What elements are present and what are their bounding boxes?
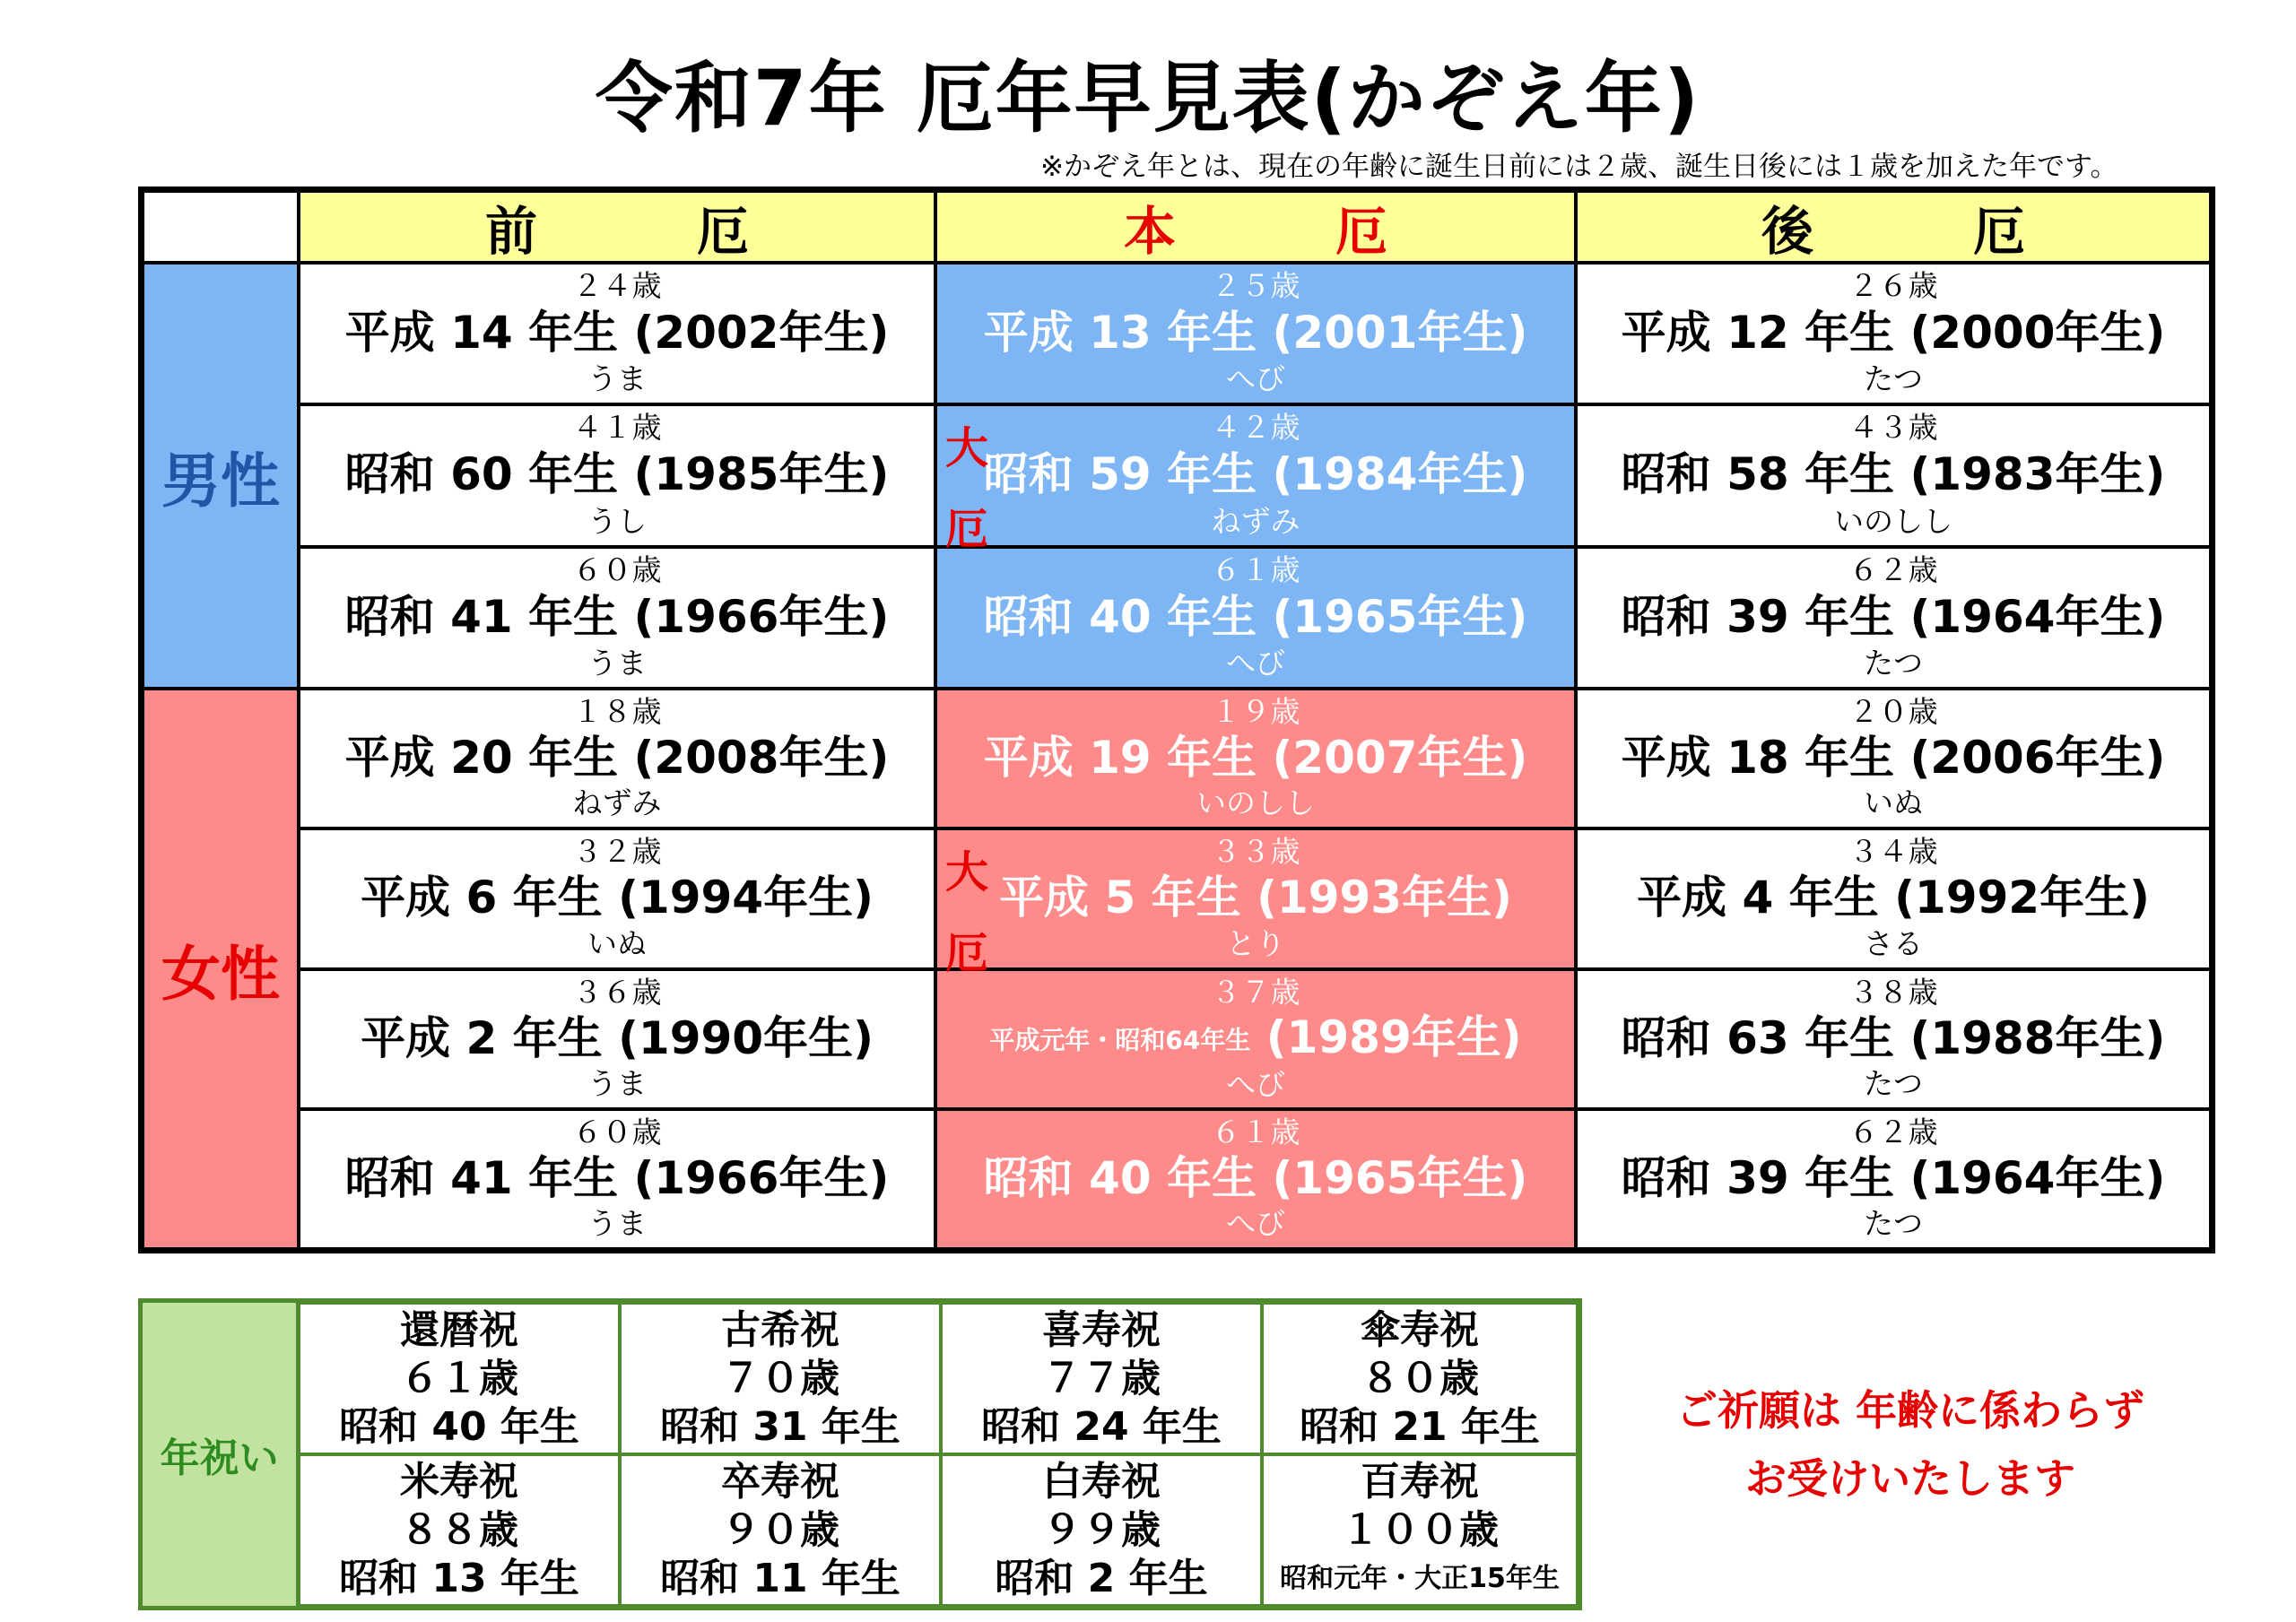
age-label: ３３歳 xyxy=(1211,834,1300,870)
celebration-label: 年祝い xyxy=(143,1303,299,1606)
page-title: 令和7年 厄年早見表(かぞえ年) xyxy=(595,54,1701,143)
celebration-year: 昭和 40 年生 xyxy=(339,1404,579,1450)
celebration-item xyxy=(1262,1454,1578,1606)
birth-year: 平成 20 年生 (2008年生) xyxy=(344,732,890,785)
celebration-year: 昭和元年・大正15年生 xyxy=(1280,1563,1560,1594)
birth-year: 昭和 60 年生 (1985年生) xyxy=(344,448,890,501)
age-label: ３２歳 xyxy=(572,834,662,870)
female-row-4-honyaku xyxy=(935,1109,1576,1249)
female-row-2-honyaku xyxy=(935,828,1576,968)
celebration-age: ７０歳 xyxy=(721,1356,839,1401)
age-label: ４１歳 xyxy=(572,410,662,446)
celebration-name: 卒寿祝 xyxy=(721,1459,839,1505)
celebration-name: 白寿祝 xyxy=(1042,1459,1161,1505)
header-zenyaku: 前 厄 xyxy=(299,191,935,263)
zodiac-sign: たつ xyxy=(1864,645,1923,681)
male-row-2-zenyaku xyxy=(299,404,935,546)
zodiac-sign: たつ xyxy=(1864,1065,1923,1101)
age-label: ３６歳 xyxy=(572,974,662,1010)
birth-year: 昭和 41 年生 (1966年生) xyxy=(344,590,890,643)
header-atoyaku: 後 厄 xyxy=(1576,191,2211,263)
female-row-2-atoyaku xyxy=(1576,828,2211,968)
female-row-1-zenyaku xyxy=(299,689,935,828)
prayer-note xyxy=(1605,1376,2215,1513)
male-row-3-zenyaku xyxy=(299,547,935,689)
celebration-age: ８０歳 xyxy=(1361,1356,1479,1401)
celebration-name: 百寿祝 xyxy=(1361,1459,1479,1505)
celebration-item xyxy=(620,1454,941,1606)
birth-year-western: (1989年生) xyxy=(1250,1010,1522,1063)
birth-year: 昭和 40 年生 (1965年生) xyxy=(983,1151,1528,1204)
header-honyaku: 本 厄 xyxy=(935,191,1576,263)
age-label: ３４歳 xyxy=(1848,834,1938,870)
celebration-table xyxy=(138,1298,1582,1610)
female-row-3-zenyaku xyxy=(299,969,935,1109)
birth-year xyxy=(989,1010,1521,1068)
zodiac-sign: うし xyxy=(587,503,647,539)
birth-year: 平成 5 年生 (1993年生) xyxy=(999,872,1512,924)
zodiac-sign: うま xyxy=(587,1206,647,1241)
celebration-item xyxy=(941,1303,1262,1454)
age-label: ４２歳 xyxy=(1211,410,1300,446)
age-label: ６２歳 xyxy=(1848,551,1938,587)
age-label: ４３歳 xyxy=(1848,410,1938,446)
male-row-1-zenyaku xyxy=(299,263,935,404)
gender-female: 女性 xyxy=(143,689,299,1249)
birth-year: 平成 13 年生 (2001年生) xyxy=(983,307,1528,360)
male-row-2-honyaku xyxy=(935,404,1576,546)
celebration-name: 傘寿祝 xyxy=(1361,1307,1479,1353)
birth-year-era: 平成元年・昭和64年生 xyxy=(989,1025,1251,1054)
celebration-year: 昭和 13 年生 xyxy=(339,1556,579,1601)
male-row-3-atoyaku xyxy=(1576,547,2211,689)
age-label: ６２歳 xyxy=(1848,1114,1938,1149)
taiyaku-male-label: 大 厄 xyxy=(944,423,988,555)
celebration-age: ９０歳 xyxy=(721,1507,839,1553)
birth-year: 平成 2 年生 (1990年生) xyxy=(361,1011,874,1064)
age-label: ３７歳 xyxy=(1211,974,1300,1010)
zodiac-sign: ねずみ xyxy=(572,785,662,821)
age-label: ２５歳 xyxy=(1211,268,1300,303)
celebration-name: 還暦祝 xyxy=(400,1307,518,1353)
celebration-name: 米寿祝 xyxy=(400,1459,518,1505)
age-label: ６０歳 xyxy=(572,1114,662,1149)
age-label: ２０歳 xyxy=(1848,694,1938,729)
birth-year: 昭和 39 年生 (1964年生) xyxy=(1621,1151,2166,1204)
celebration-item xyxy=(299,1454,620,1606)
celebration-age: １００歳 xyxy=(1341,1507,1499,1553)
female-row-2-zenyaku xyxy=(299,828,935,968)
age-label: ６１歳 xyxy=(1211,1114,1300,1149)
note-text: ※かぞえ年とは、現在の年齢に誕生日前には２歳、誕生日後には１歳を加えた年です。 xyxy=(1040,151,2118,183)
zodiac-sign: へび xyxy=(1226,645,1285,681)
age-label: ６０歳 xyxy=(572,551,662,587)
male-row-3-honyaku xyxy=(935,547,1576,689)
celebration-age: ６１歳 xyxy=(400,1356,518,1401)
birth-year: 平成 4 年生 (1992年生) xyxy=(1637,872,2150,924)
taiyaku-female-label: 大 厄 xyxy=(944,847,988,979)
zodiac-sign: いぬ xyxy=(1864,785,1923,821)
female-row-3-atoyaku xyxy=(1576,969,2211,1109)
celebration-item xyxy=(941,1454,1262,1606)
female-row-4-atoyaku xyxy=(1576,1109,2211,1249)
celebration-year: 昭和 31 年生 xyxy=(660,1404,900,1450)
age-label: ３８歳 xyxy=(1848,974,1938,1010)
zodiac-sign: ねずみ xyxy=(1211,503,1300,539)
zodiac-sign: へび xyxy=(1226,1206,1285,1241)
zodiac-sign: たつ xyxy=(1864,1206,1923,1241)
birth-year: 昭和 59 年生 (1984年生) xyxy=(983,448,1528,501)
zodiac-sign: うま xyxy=(587,645,647,681)
zodiac-sign: へび xyxy=(1226,1067,1285,1102)
age-label: ２６歳 xyxy=(1848,268,1938,303)
age-label: １８歳 xyxy=(572,694,662,729)
female-row-3-honyaku xyxy=(935,969,1576,1109)
zodiac-sign: いのしし xyxy=(1834,503,1952,539)
female-row-1-honyaku xyxy=(935,689,1576,828)
celebration-year: 昭和 11 年生 xyxy=(660,1556,900,1601)
female-row-4-zenyaku xyxy=(299,1109,935,1249)
birth-year: 平成 12 年生 (2000年生) xyxy=(1621,307,2166,360)
celebration-item xyxy=(1262,1303,1578,1454)
yakudoshi-table xyxy=(138,186,2215,1253)
male-row-1-honyaku xyxy=(935,263,1576,404)
gender-male: 男性 xyxy=(143,263,299,689)
female-row-1-atoyaku xyxy=(1576,689,2211,828)
celebration-age: ８８歳 xyxy=(400,1507,518,1553)
birth-year: 昭和 63 年生 (1988年生) xyxy=(1621,1011,2166,1064)
celebration-name: 古希祝 xyxy=(721,1307,839,1353)
zodiac-sign: たつ xyxy=(1864,361,1923,397)
celebration-year: 昭和 21 年生 xyxy=(1300,1404,1540,1450)
birth-year: 昭和 41 年生 (1966年生) xyxy=(344,1151,890,1204)
celebration-year: 昭和 24 年生 xyxy=(981,1404,1222,1450)
zodiac-sign: へび xyxy=(1226,361,1285,397)
birth-year: 平成 18 年生 (2006年生) xyxy=(1621,732,2166,785)
celebration-year: 昭和 2 年生 xyxy=(995,1556,1208,1601)
celebration-age: ７７歳 xyxy=(1042,1356,1161,1401)
zodiac-sign: とり xyxy=(1226,925,1285,961)
birth-year: 昭和 39 年生 (1964年生) xyxy=(1621,590,2166,643)
zodiac-sign: さる xyxy=(1864,925,1923,961)
prayer-line-2: お受けいたします xyxy=(1745,1454,2075,1503)
age-label: ２４歳 xyxy=(572,268,662,303)
birth-year: 昭和 40 年生 (1965年生) xyxy=(983,590,1528,643)
celebration-item xyxy=(620,1303,941,1454)
zodiac-sign: いのしし xyxy=(1196,785,1315,821)
birth-year: 平成 14 年生 (2002年生) xyxy=(344,307,890,360)
birth-year: 平成 19 年生 (2007年生) xyxy=(983,732,1528,785)
age-label: ６１歳 xyxy=(1211,551,1300,587)
corner-cell xyxy=(143,191,299,263)
male-row-2-atoyaku xyxy=(1576,404,2211,546)
zodiac-sign: うま xyxy=(587,361,647,397)
celebration-name: 喜寿祝 xyxy=(1042,1307,1161,1353)
prayer-line-1: ご祈願は 年齢に係わらず xyxy=(1675,1386,2144,1435)
birth-year: 平成 6 年生 (1994年生) xyxy=(361,872,874,924)
zodiac-sign: いぬ xyxy=(587,925,647,961)
age-label: １９歳 xyxy=(1211,694,1300,729)
zodiac-sign: うま xyxy=(587,1065,647,1101)
celebration-age: ９９歳 xyxy=(1042,1507,1161,1553)
celebration-item xyxy=(299,1303,620,1454)
male-row-1-atoyaku xyxy=(1576,263,2211,404)
birth-year: 昭和 58 年生 (1983年生) xyxy=(1621,448,2166,501)
